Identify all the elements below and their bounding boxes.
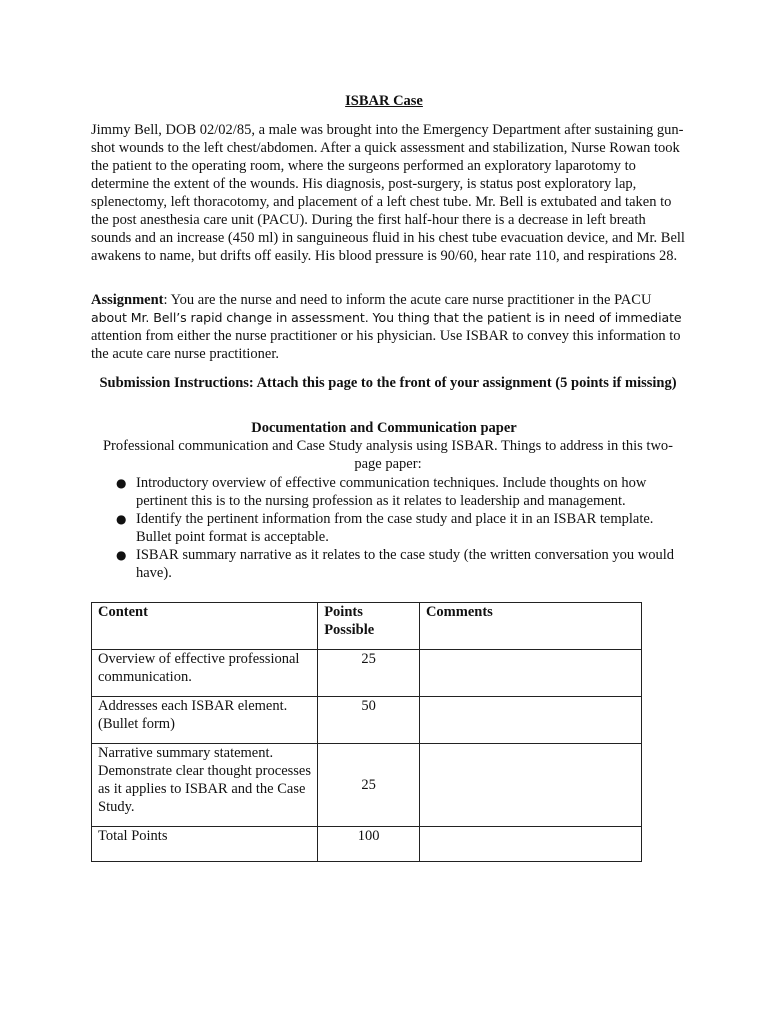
rubric-table (91, 602, 642, 862)
row-content: Overview of effective professional communication. (92, 650, 318, 697)
bullet-icon: ● (116, 476, 127, 490)
header-points-possible: Points Possible (318, 603, 420, 650)
table-row (92, 744, 642, 827)
submission-instructions: Submission Instructions: Attach this page to the front of your assignment (5 points if missing) (99, 375, 677, 391)
table-row (92, 697, 642, 744)
row-points: 100 (318, 827, 420, 862)
table-row-total (92, 827, 642, 862)
row-comments (419, 650, 641, 697)
bullet-icon: ● (116, 512, 127, 526)
row-content: Narrative summary statement. Demonstrate clear thought processes as it applies to ISBAR and the Case Study. (92, 744, 318, 827)
bullet-icon: ● (116, 548, 127, 562)
row-points: 25 (318, 744, 420, 827)
assignment-text-end: attention from either the nurse practitioner or his physician. Use ISBAR to convey this information to the acute care nurse practitioner. (91, 328, 681, 362)
assignment-text-alt: about Mr. Bell’s rapid change in assessment. You thing that the patient is in need of immediate (91, 310, 682, 325)
bullet-text: Identify the pertinent information from the case study and place it in an ISBAR template. Bullet point format is acceptable. (136, 511, 654, 545)
row-comments (419, 744, 641, 827)
case-paragraph: Jimmy Bell, DOB 02/02/85, a male was brought into the Emergency Department after sustaining gun-shot wounds to the left chest/abdomen. After a quick assessment and stabilization, Nurse Rowan took the patient to the operating room, where the surgeons performed an exploratory laparotomy to determine the extent of the wounds. His diagnosis, post-surgery, is status post exploratory lap, splenectomy, left thoracotomy, and placement of a left chest tube. Mr. Bell is extubated and taken to the post anesthesia care unit (PACU). During the first half-hour there is a decrease in left breath sounds and an increase (450 ml) in sanguineous fluid in his chest tube evacuation device, and Mr. Bell awakens to name, but drifts off easily. His blood pressure is 90/60, hear rate 110, and respirations 28. (91, 122, 685, 264)
document-title: ISBAR Case (345, 93, 423, 109)
row-points: 25 (318, 650, 420, 697)
bullet-text: Introductory overview of effective communication techniques. Include thoughts on how pertinent this is to the nursing profession as it relates to leadership and management. (136, 475, 647, 509)
header-comments: Comments (419, 603, 641, 650)
bullet-item (91, 546, 685, 582)
documentation-intro: Professional communication and Case Study analysis using ISBAR. Things to address in this two-page paper: (102, 438, 674, 472)
assignment-text-start: : You are the nurse and need to inform the acute care nurse practitioner in the PACU (163, 292, 652, 308)
row-points: 50 (318, 697, 420, 744)
assignment-paragraph (91, 291, 685, 363)
row-comments (419, 697, 641, 744)
bullet-item (91, 474, 685, 510)
documentation-heading: Documentation and Communication paper (251, 420, 517, 436)
row-comments (419, 827, 641, 862)
documentation-bullet-list (91, 474, 685, 582)
bullet-text: ISBAR summary narrative as it relates to the case study (the written conversation you would have). (136, 547, 674, 581)
assignment-label: Assignment (91, 292, 164, 308)
bullet-item (91, 510, 685, 546)
table-header-row (92, 603, 642, 650)
header-content: Content (92, 603, 318, 650)
row-content: Addresses each ISBAR element. (Bullet form) (92, 697, 318, 744)
table-row (92, 650, 642, 697)
row-content: Total Points (92, 827, 318, 862)
